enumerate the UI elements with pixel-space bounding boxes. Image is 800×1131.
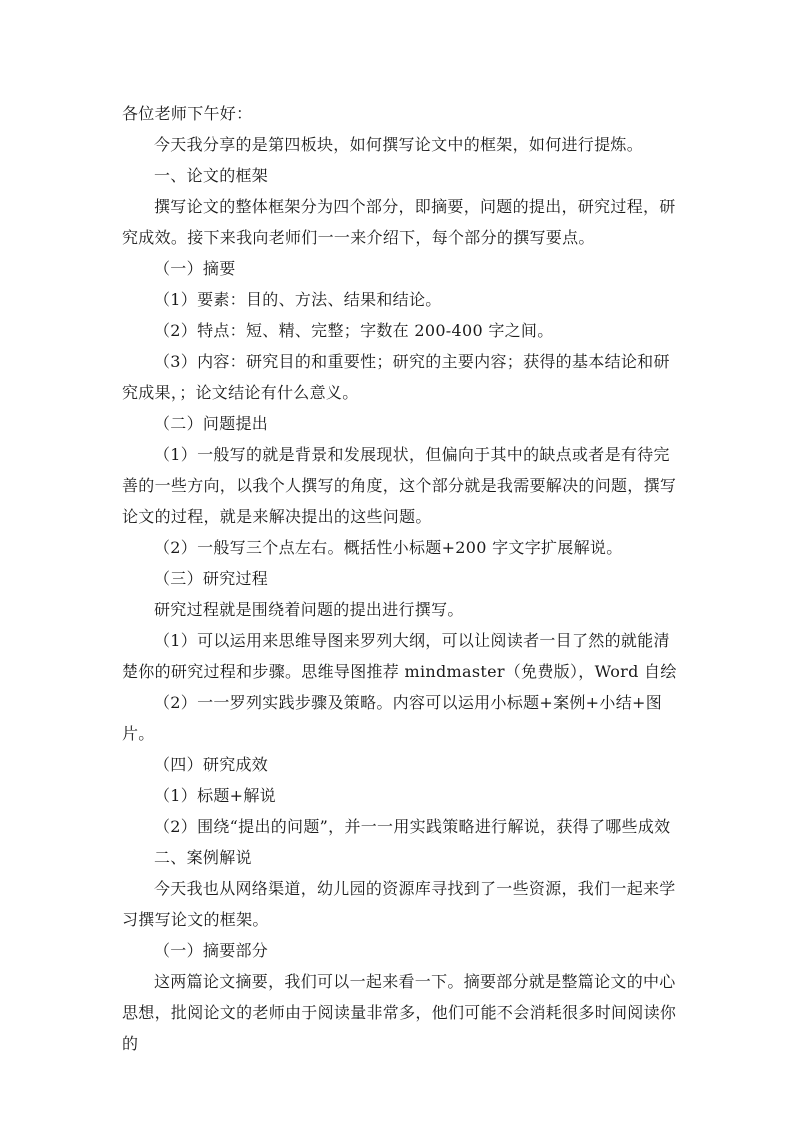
body-paragraph: 这两篇论文摘要，我们可以一起来看一下。摘要部分就是整篇论文的中心思想，批阅论文的老师由于阅读量非常多，他们可能不会消耗很多时间阅读你的 — [122, 972, 677, 1053]
body-paragraph: 今天我也从网络渠道，幼儿园的资源库寻找到了一些资源，我们一起来学习撰写论文的框架。 — [122, 879, 676, 929]
list-item: （2）围绕“提出的问题”，并一一用实践策略进行解说，获得了哪些成效 — [154, 817, 671, 836]
subsection-heading: （二）问题提出 — [154, 414, 269, 433]
greeting: 各位老师下午好： — [122, 104, 253, 123]
list-item: （2）一般写三个点左右。概括性小标题+200 字文字扩展解说。 — [154, 538, 623, 557]
subsection-heading: （一）摘要 — [154, 259, 236, 278]
intro-paragraph: 今天我分享的是第四板块，如何撰写论文中的框架，如何进行提炼。 — [154, 135, 644, 154]
list-item: （1）可以运用来思维导图来罗列大纲，可以让阅读者一目了然的就能清楚你的研究过程和步骤。思维导图推荐 mindmaster（免费版），Word 自绘 — [122, 631, 677, 681]
document-body — [122, 98, 682, 1059]
list-item: （2）特点：短、精、完整；字数在 200-400 字之间。 — [154, 321, 554, 340]
subsection-heading: （三）研究过程 — [154, 569, 269, 588]
body-paragraph: 撰写论文的整体框架分为四个部分，即摘要，问题的提出，研究过程，研究成效。接下来我向老师们一一来介绍下，每个部分的撰写要点。 — [122, 197, 676, 247]
list-item: （2）一一罗列实践步骤及策略。内容可以运用小标题+案例+小结+图片。 — [122, 693, 662, 743]
body-paragraph: 研究过程就是围绕着问题的提出进行撰写。 — [154, 600, 464, 619]
list-item: （3）内容：研究目的和重要性；研究的主要内容；获得的基本结论和研究成果，；论文结论有什么意义。 — [122, 352, 670, 402]
list-item: （1）一般写的就是背景和发展现状，但偏向于其中的缺点或者是有待完善的一些方向，以我个人撰写的角度，这个部分就是我需要解决的问题，撰写论文的过程，就是来解决提出的这些问题。 — [122, 445, 677, 526]
section-heading: 一、论文的框架 — [154, 166, 269, 185]
subsection-heading: （一）摘要部分 — [154, 941, 269, 960]
subsection-heading: （四）研究成效 — [154, 755, 269, 774]
section-heading: 二、案例解说 — [154, 848, 252, 867]
list-item: （1）要素：目的、方法、结果和结论。 — [154, 290, 442, 309]
list-item: （1）标题+解说 — [154, 786, 276, 805]
